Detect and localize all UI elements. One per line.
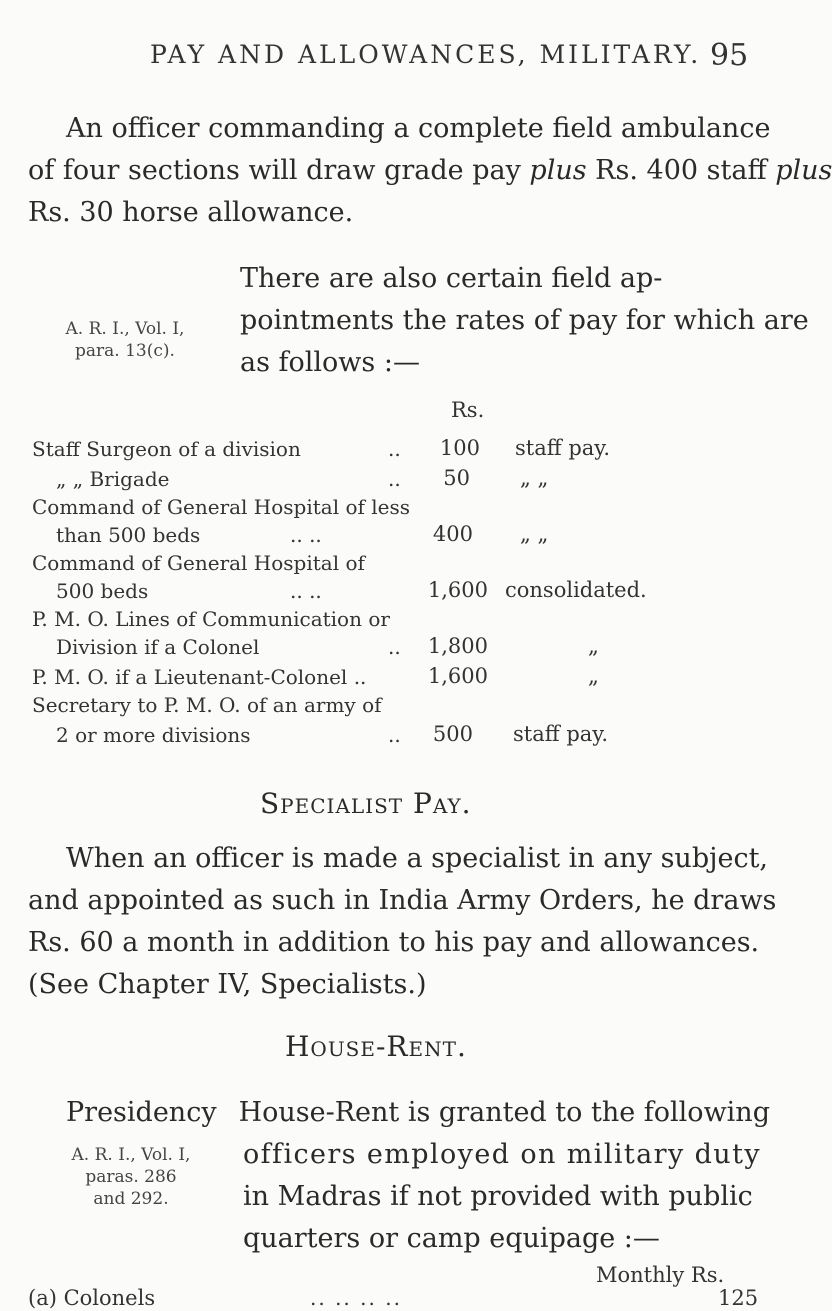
rate-row-value: 50: [443, 466, 470, 490]
margin-reference-2: [36, 1144, 226, 1210]
house-rent-line4: quarters or camp equipage :—: [243, 1223, 660, 1254]
para1-line2: [28, 150, 832, 192]
rate-row-desc: P. M. O. if a Lieutenant-Colonel ..: [32, 665, 367, 689]
rate-row-desc-cont: 2 or more divisions: [56, 723, 251, 747]
para2-line2: pointments the rates of pay for which are: [240, 305, 809, 336]
para1-plus-2: plus: [775, 155, 832, 186]
para2-line1: There are also certain field ap-: [240, 263, 663, 294]
house-rent-item-dots: .. .. .. ..: [310, 1286, 402, 1310]
rate-row-desc: „ „ Brigade: [56, 467, 170, 491]
rate-row-dots: ..: [388, 467, 401, 491]
rate-row-dots: .. ..: [290, 523, 322, 547]
specialist-line2: and appointed as such in India Army Orders, he draws: [28, 885, 777, 916]
house-rent-heading: House-Rent.: [285, 1030, 467, 1063]
rate-row-value: 100: [439, 436, 480, 460]
rate-row-desc-cont: 500 beds: [56, 579, 149, 603]
margin-ref-2-line3: and 292.: [93, 1189, 169, 1209]
rate-row-note: „: [588, 634, 599, 658]
house-rent-item-label: (a) Colonels: [28, 1286, 156, 1310]
rate-row-note: staff pay.: [513, 722, 609, 746]
house-rent-line1-text: House-Rent is granted to the following: [238, 1097, 770, 1128]
margin-ref-2-line1: A. R. I., Vol. I,: [71, 1145, 191, 1165]
house-rent-line1: [66, 1092, 770, 1134]
monthly-column-header: Monthly Rs.: [596, 1263, 725, 1287]
specialist-line3: Rs. 60 a month in addition to his pay and allowances.: [28, 927, 760, 958]
rate-row-dots: .. ..: [290, 579, 322, 603]
running-header: [150, 38, 749, 73]
rate-row-note: staff pay.: [515, 436, 611, 460]
para1-line1: An officer commanding a complete field ambulance: [66, 113, 771, 144]
rate-row-note: consolidated.: [505, 578, 647, 602]
margin-reference-1: [30, 318, 220, 362]
rate-row-value: 400: [432, 522, 473, 546]
rate-row-dots: ..: [388, 723, 401, 747]
para1-line3: Rs. 30 horse allowance.: [28, 197, 354, 228]
para2-line3: as follows :—: [240, 347, 420, 378]
house-rent-line3: in Madras if not provided with public: [243, 1181, 753, 1212]
rate-row-desc: Secretary to P. M. O. of an army of: [32, 693, 382, 717]
rate-row-value: 1,600: [427, 664, 488, 688]
margin-ref-2-line2: paras. 286: [85, 1167, 177, 1187]
para1-line2-a: of four sections will draw grade pay: [28, 155, 530, 186]
rate-row-note: „ „: [520, 522, 549, 546]
rate-row-value: 500: [432, 722, 473, 746]
para1-plus-1: plus: [529, 155, 587, 186]
specialist-pay-heading: Specialist Pay.: [260, 787, 472, 820]
rate-row-note: „ „: [520, 466, 549, 490]
rate-row-desc: Command of General Hospital of less: [32, 495, 411, 519]
house-rent-line2: officers employed on military duty: [243, 1139, 761, 1170]
para1-line2-b: Rs. 400 staff: [586, 155, 776, 186]
specialist-line4: (See Chapter IV, Specialists.): [28, 969, 427, 1000]
rate-row-note: „: [588, 664, 599, 688]
rate-row-desc: Command of General Hospital of: [32, 551, 365, 575]
rate-row-value: 1,600: [427, 578, 488, 602]
running-title: PAY AND ALLOWANCES, MILITARY.: [150, 40, 702, 69]
rate-row-dots: ..: [388, 635, 401, 659]
page-number: 95: [710, 38, 749, 73]
rate-row-dots: ..: [388, 437, 401, 461]
house-rent-lead: Presidency: [66, 1097, 217, 1128]
house-rent-item-value: 125: [718, 1286, 759, 1310]
rate-row-desc-cont: than 500 beds: [56, 523, 201, 547]
rate-row-desc: P. M. O. Lines of Communication or: [32, 607, 390, 631]
margin-ref-1-line1: A. R. I., Vol. I,: [65, 319, 185, 339]
specialist-line1: When an officer is made a specialist in any subject,: [66, 843, 769, 874]
rate-row-desc: Staff Surgeon of a division: [32, 437, 301, 461]
rate-row-value: 1,800: [427, 634, 488, 658]
rate-row-desc-cont: Division if a Colonel: [56, 635, 260, 659]
margin-ref-1-line2: para. 13(c).: [75, 341, 175, 361]
rates-column-header: Rs.: [451, 398, 485, 422]
